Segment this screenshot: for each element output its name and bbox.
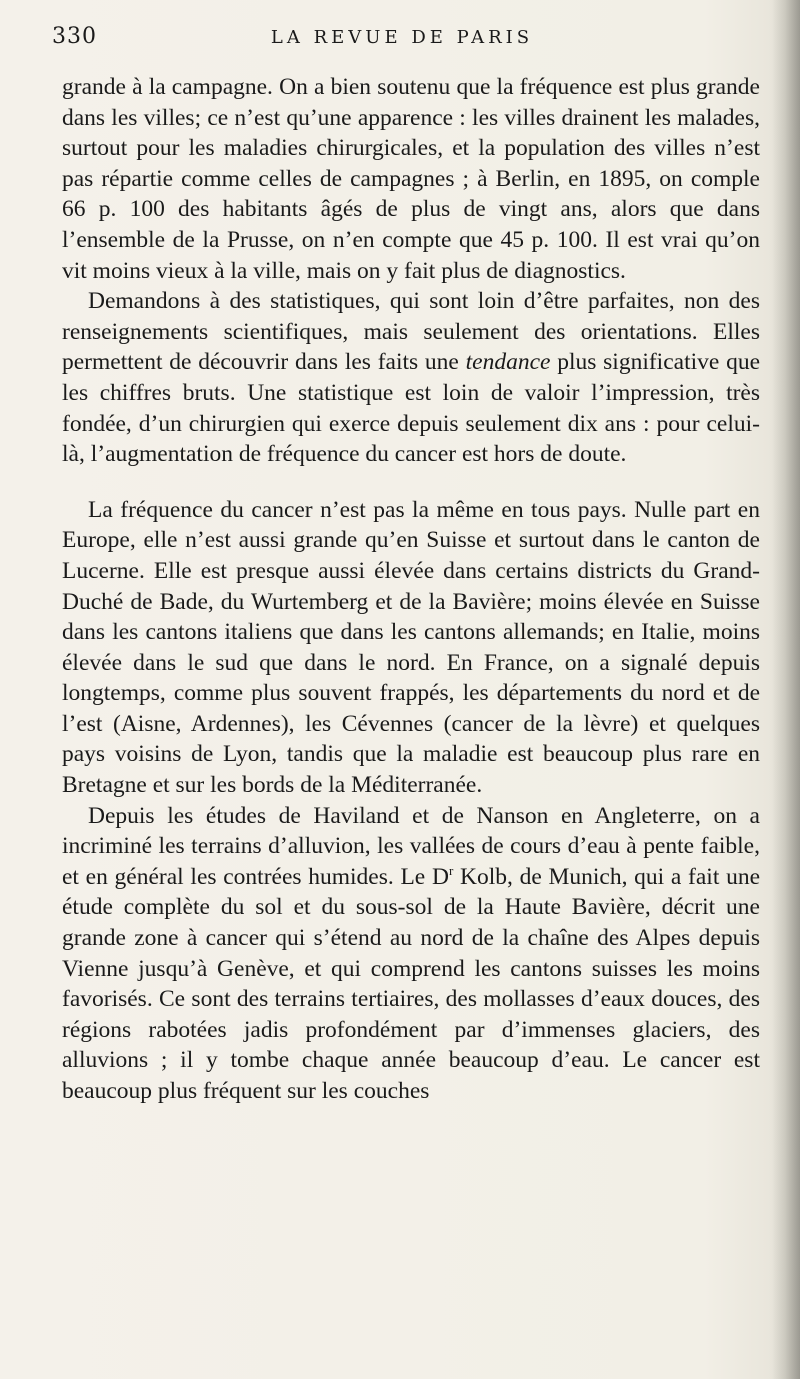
page-edge-shadow (772, 0, 800, 1379)
emphasis-tendance: tendance (465, 349, 551, 376)
paragraph-4 (62, 801, 760, 1107)
paragraph-1: grande à la campagne. On a bien soutenu que la fréquence est plus grande dans les villes; ce n’est qu’une apparence : les villes drainent les malades, surtout pour les maladies chirurgicales, et la population des villes n’est pas répartie comme celles de campagnes ; à Berlin, en 1895, on comple 66 p. 100 des habitants âgés de plus de vingt ans, alors que dans l’ensemble de la Prusse, on n’en compte que 45 p. 100. Il est vrai qu’on vit moins vieux à la ville, mais on y fait plus de diagnostics. (62, 74, 760, 284)
paragraph-2 (62, 286, 760, 470)
paragraph-4-start: Depuis les études de Haviland et de Nanson en Angleterre, on a incriminé les terrains d’alluvion, les vallées de cours d’eau à pente faible, et en général les contrées humides. Le D (62, 802, 760, 890)
page-number: 330 (52, 24, 97, 49)
body-text (62, 72, 760, 1107)
paragraph-4-end: Kolb, de Munich, qui a fait une étude complète du sol et du sous-sol de la Haute Bavière, décrit une grande zone à cancer qui s’étend au nord de la chaîne des Alpes depuis Vienne jusqu’à Genève, et qui comprend les cantons suisses les moins favorisés. Ce sont des terrains tertiaires, des mollasses d’eaux douces, des régions rabotées jadis profondément par d’immenses glaciers, des alluvions ; il y tombe chaque année beaucoup d’eau. Le cancer est beaucoup plus fréquent sur les couches (62, 863, 760, 1104)
running-head: LA REVUE DE PARIS (270, 27, 534, 48)
paragraph-2-start: Demandons à des statistiques, qui sont loin d’être parfaites, non des renseignements scientifiques, mais seulement des orientations. Elles permettent de découvrir dans les faits une (62, 288, 760, 376)
superscript-r: r (448, 863, 454, 879)
paragraph-3: La fréquence du cancer n’est pas la même en tous pays. Nulle part en Europe, elle n’est aussi grande qu’en Suisse et surtout dans le canton de Lucerne. Elle est presque aussi élevée dans certains districts du Grand-Duché de Bade, du Wurtemberg et de la Bavière; moins élevée en Suisse dans les cantons italiens que dans les cantons allemands; en Italie, moins élevée dans le sud que dans le nord. En France, on a signalé depuis longtemps, comme plus souvent frappés, les départements du nord et de l’est (Aisne, Ardennes), les Cévennes (cancer de la lèvre) et quelques pays voisins de Lyon, tandis que la maladie est beaucoup plus rare en Bretagne et sur les bords de la Méditerranée. (62, 496, 760, 799)
paragraph-2-end: plus significative que les chiffres bruts. Une statistique est loin de valoir l’impression, très fondée, d’un chirurgien qui exerce depuis seulement dix ans : pour celui-là, l’augmentation de fréquence du cancer est hors de doute. (62, 349, 761, 468)
paragraph-gap (62, 470, 760, 495)
page-header (52, 24, 752, 60)
